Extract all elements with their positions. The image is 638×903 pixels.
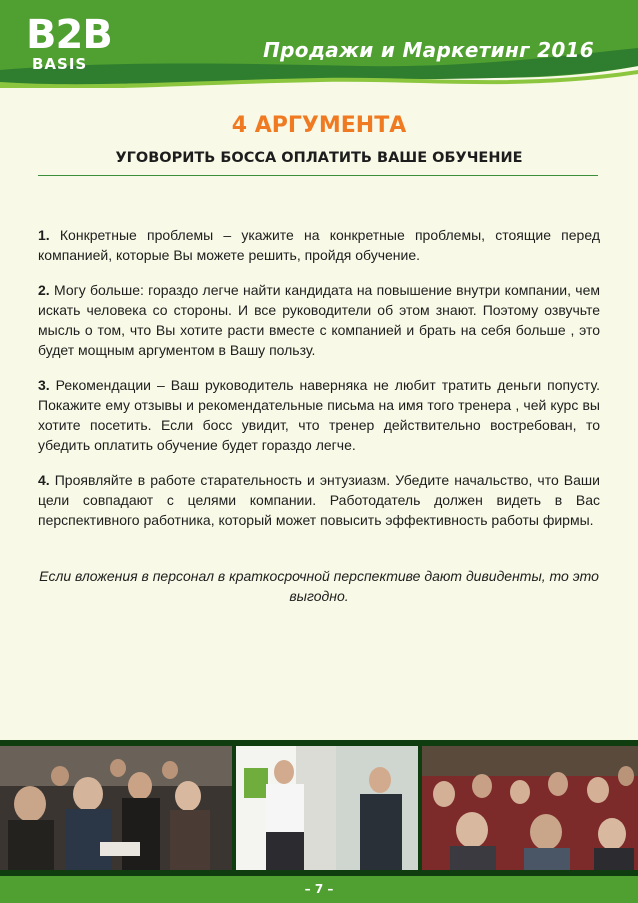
logo-basis-text: BASIS [32, 55, 88, 73]
title-divider [38, 175, 598, 176]
footer-bar [0, 876, 638, 903]
conference-photo-strip [0, 740, 638, 876]
header-banner [0, 0, 638, 88]
arguments-list [38, 225, 600, 545]
argument-number: 1. [38, 227, 50, 243]
argument-number: 4. [38, 472, 50, 488]
argument-number: 3. [38, 377, 50, 393]
logo-b2b-text: B2B [26, 12, 112, 58]
audience-photo-right [422, 746, 638, 870]
closing-quote: Если вложения в персонал в краткосрочной перспективе дают дивиденты, то это выгодно. [39, 568, 599, 604]
page-title: 4 АРГУМЕНТА [231, 113, 407, 138]
argument-text: Рекомендации – Ваш руководитель наверняка не любит тратить деньги попусту. Покажите ему отзывы и рекомендательные письма на имя того тренера , чей курс вы хотите посетить. Если босс увидит, что тренер действительно востребован, то убедить оплатить обучение будет гораздо легче. [38, 377, 600, 453]
b2b-basis-logo [26, 12, 114, 73]
argument-item-1 [38, 225, 600, 265]
argument-item-3 [38, 375, 600, 455]
page-subtitle: УГОВОРИТЬ БОССА ОПЛАТИТЬ ВАШЕ ОБУЧЕНИЕ [115, 150, 523, 166]
header-title: Продажи и Маркетинг 2016 [263, 38, 594, 62]
speakers-photo-center [236, 746, 418, 870]
argument-number: 2. [38, 282, 50, 298]
argument-item-2 [38, 280, 600, 360]
page-number: – 7 – [304, 882, 334, 896]
argument-text: Проявляйте в работе старательность и энтузиазм. Убедите начальство, что Ваши цели совпадают с целями компании. Работодатель должен видеть в Вас перспективного работника, который может повысить эффективность работы фирмы. [38, 472, 600, 528]
argument-item-4 [38, 470, 600, 530]
audience-photo-left [0, 746, 232, 870]
argument-text: Конкретные проблемы – укажите на конкретные проблемы, стоящие перед компанией, которые Вы можете решить, пройдя обучение. [38, 227, 600, 263]
argument-text: Могу больше: гораздо легче найти кандидата на повышение внутри компании, чем искать человека со стороны. И все руководители об этом знают. Поэтому озвучьте мысль о том, что Вы хотите расти вместе с компанией и брать на себя больше , это будет мощным аргументом в Вашу пользу. [38, 282, 600, 358]
